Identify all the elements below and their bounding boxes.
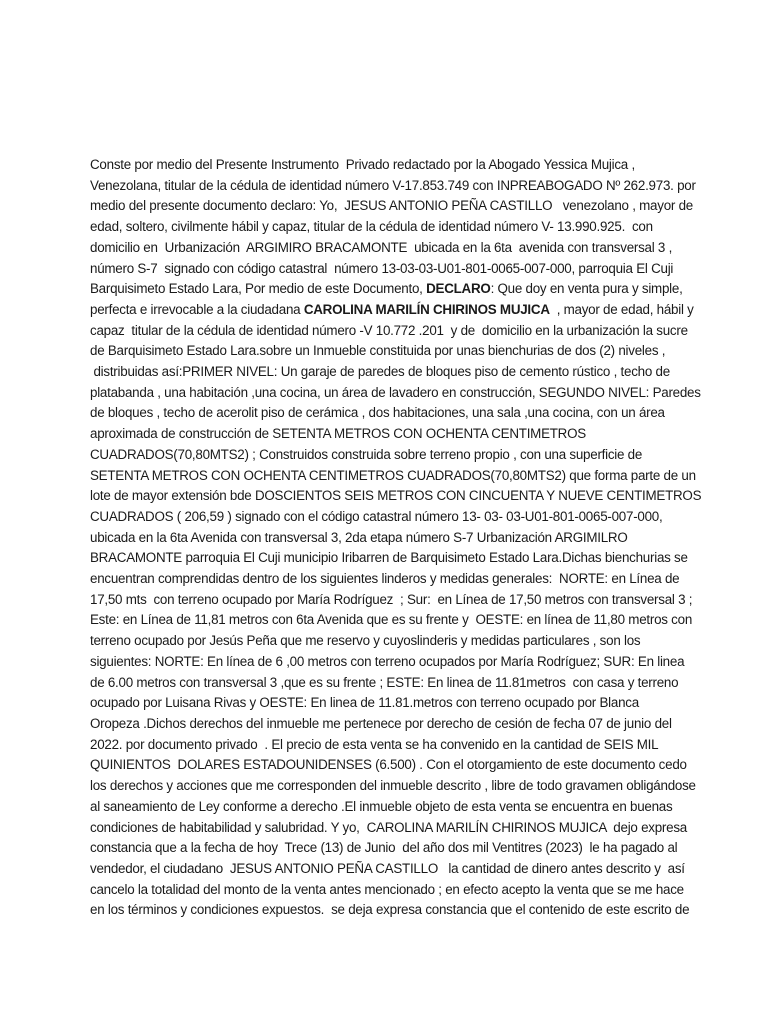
declaro-keyword: DECLARO <box>426 281 491 297</box>
document-line: ubicada en la 6ta Avenida con transversal 3, 2da etapa número S-7 Urbanización ARGIMILRO <box>90 529 628 545</box>
document-line: Conste por medio del Presente Instrumento Privado redactado por la Abogado Yessica Mujica , <box>90 157 635 172</box>
document-line <box>90 279 700 300</box>
document-line: siguientes: NORTE: En línea de 6 ,00 metros con terreno ocupados por María Rodríguez; SUR: En linea <box>90 653 685 669</box>
document-line: Este: en Línea de 11,81 metros con 6ta Avenida que es su frente y OESTE: en línea de 11,80 metros con <box>90 612 693 628</box>
document-line: Oropeza .Dichos derechos del inmueble me pertenece por derecho de cesión de fecha 07 de junio del <box>90 715 672 731</box>
document-line: 17,50 mts con terreno ocupado por María Rodríguez ; Sur: en Línea de 17,50 metros con transversal 3 ; <box>90 591 693 607</box>
document-line-text: , mayor de edad, hábil y <box>549 301 694 317</box>
document-line: condiciones de habitabilidad y salubridad. Y yo, CAROLINA MARILÍN CHIRINOS MUJICA dejo expresa <box>90 819 687 835</box>
document-line: aproximada de construcción de SETENTA METROS CON OCHENTA CENTIMETROS <box>90 426 586 442</box>
document-line-text: perfecta e irrevocable a la ciudadana <box>90 301 304 317</box>
document-line: domicilio en Urbanización ARGIMIRO BRACAMONTE ubicada en la 6ta avenida con transversal 3 , <box>90 239 673 255</box>
document-line: SETENTA METROS CON OCHENTA CENTIMETROS CUADRADOS(70,80MTS2) que forma parte de un <box>90 467 696 483</box>
document-line: capaz titular de la cédula de identidad número -V 10.772 .201 y de domicilio en la urbanización la sucre <box>90 322 688 338</box>
document-line <box>90 300 700 321</box>
document-line: encuentran comprendidas dentro de los siguientes linderos y medidas generales: NORTE: en Línea de <box>90 571 680 587</box>
document-line: vendedor, el ciudadano JESUS ANTONIO PEÑA CASTILLO la cantidad de dinero antes descrito y así <box>90 860 685 876</box>
document-line: de 6.00 metros con transversal 3 ,que es su frente ; ESTE: En linea de 11.81metros con casa y terreno <box>90 674 679 690</box>
document-line: en los términos y condiciones expuestos. se deja expresa constancia que el contenido de este escrito de <box>90 902 690 918</box>
document-line: número S-7 signado con código catastral número 13-03-03-U01-801-0065-007-000, parroquia El Cuji <box>90 260 674 276</box>
document-line: al saneamiento de Ley conforme a derecho .El inmueble objeto de esta venta se encuentra en buenas <box>90 798 673 814</box>
document-line: Venezolana, titular de la cédula de identidad número V-17.853.749 con INPREABOGADO Nº 262.973. por <box>90 177 696 193</box>
document-line: de bloques , techo de acerolit piso de cerámica , dos habitaciones, una sala ,una cocina, con un área <box>90 405 665 421</box>
document-line: lote de mayor extensión bde DOSCIENTOS SEIS METROS CON CINCUENTA Y NUEVE CENTIMETROS <box>90 488 702 504</box>
document-line: CUADRADOS(70,80MTS2) ; Construidos construida sobre terreno propio , con una superficie de <box>90 446 643 462</box>
document-line: QUINIENTOS DOLARES ESTADOUNIDENSES (6.500) . Con el otorgamiento de este documento cedo <box>90 757 687 773</box>
buyer-name: CAROLINA MARILÍN CHIRINOS MUJICA <box>303 301 550 317</box>
document-line: platabanda , una habitación ,una cocina, un área de lavadero en construcción, SEGUNDO NIVEL: Paredes <box>90 384 701 400</box>
document-line: BRACAMONTE parroquia El Cuji municipio Iribarren de Barquisimeto Estado Lara.Dichas bienchurias se <box>90 550 688 566</box>
document-line: los derechos y acciones que me corresponden del inmueble descrito , libre de todo gravamen obligándose <box>90 778 696 794</box>
document-line-text: : Que doy en venta pura y simple, <box>490 281 683 297</box>
document-line: ocupado por Luisana Rivas y OESTE: En linea de 11.81.metros con terreno ocupado por Blanca <box>90 695 639 711</box>
document-line: 2022. por documento privado . El precio de esta venta se ha convenido en la cantidad de SEIS MIL <box>90 736 659 752</box>
document-line: cancelo la totalidad del monto de la venta antes mencionado ; en efecto acepto la venta que se me hace <box>90 881 684 897</box>
document-line: edad, soltero, civilmente hábil y capaz, titular de la cédula de identidad número V- 13.990.925. con <box>90 219 653 235</box>
document-line: CUADRADOS ( 206,59 ) signado con el código catastral número 13- 03- 03-U01-801-0065-007-000, <box>90 508 663 524</box>
document-line: terreno ocupado por Jesús Peña que me reservo y cuyoslinderis y medidas particulares , son los <box>90 633 641 649</box>
document-line: de Barquisimeto Estado Lara.sobre un Inmueble constituida por unas bienchurias de dos (2) niveles , <box>90 343 666 359</box>
document-line: constancia que a la fecha de hoy Trece (13) de Junio del año dos mil Ventitres (2023) le ha pagado al <box>90 840 678 856</box>
document-body <box>90 155 700 921</box>
document-line-text: Barquisimeto Estado Lara, Por medio de este Documento, <box>90 281 427 297</box>
document-line: medio del presente documento declaro: Yo, JESUS ANTONIO PEÑA CASTILLO venezolano , mayor de <box>90 198 693 214</box>
document-line: distribuidas así:PRIMER NIVEL: Un garaje de paredes de bloques piso de cemento rústico , techo de <box>90 364 670 380</box>
